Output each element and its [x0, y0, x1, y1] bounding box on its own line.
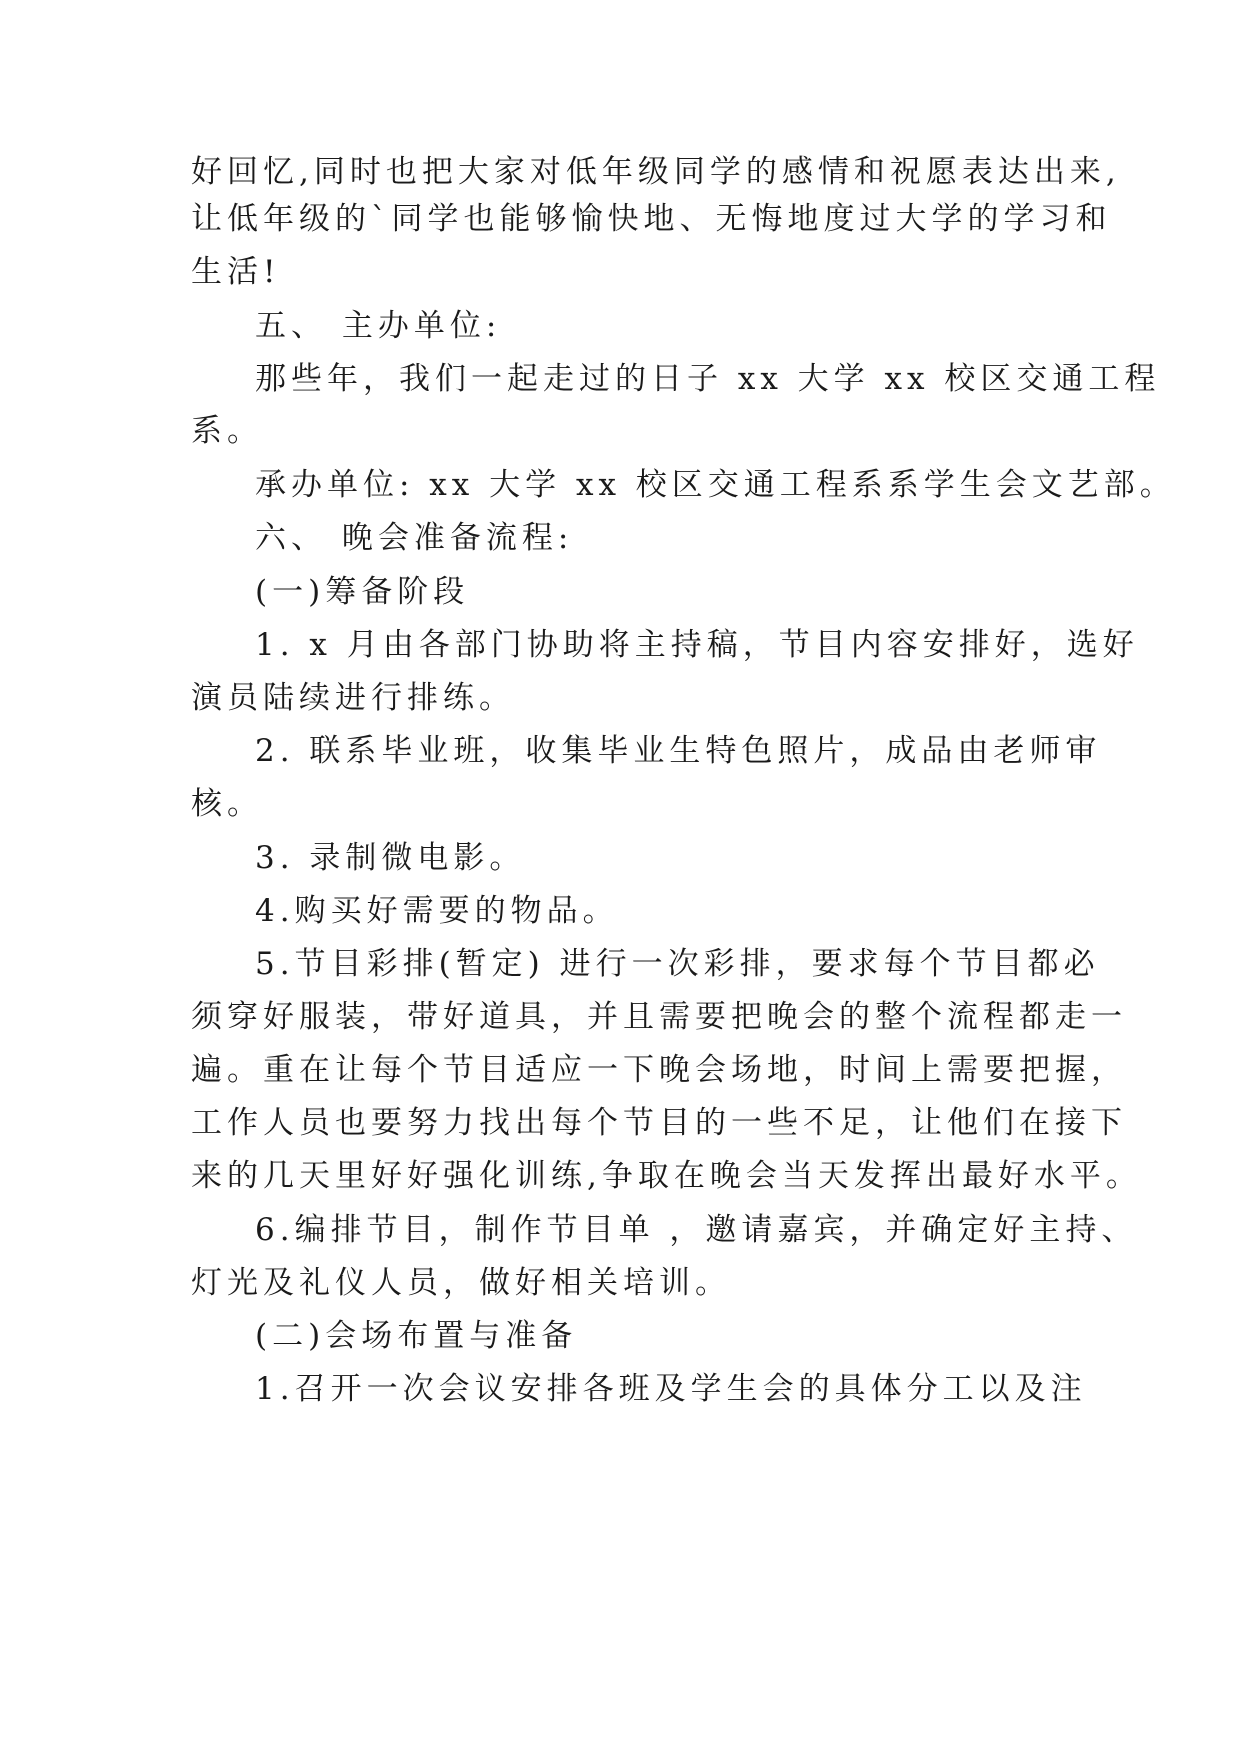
subsection-heading: (一)筹备阶段 — [255, 574, 470, 610]
list-item: 1. x 月由各部门协助将主持稿，节目内容安排好，选好 — [255, 627, 1139, 663]
text-line: 工作人员也要努力找出每个节目的一些不足，让他们在接下 — [191, 1105, 1127, 1141]
text-line: 承办单位: xx 大学 xx 校区交通工程系系学生会文艺部。 — [255, 467, 1176, 503]
text-line: 灯光及礼仪人员，做好相关培训。 — [191, 1265, 731, 1301]
section-heading: 五、 主办单位: — [255, 308, 502, 344]
section-heading: 六、 晚会准备流程: — [255, 520, 574, 556]
text-line: 那些年，我们一起走过的日子 xx 大学 xx 校区交通工程 — [255, 361, 1161, 397]
text-line: 须穿好服装，带好道具，并且需要把晚会的整个流程都走一 — [191, 999, 1127, 1035]
text-line: 来的几天里好好强化训练,争取在晚会当天发挥出最好水平。 — [191, 1158, 1142, 1194]
text-line: 演员陆续进行排练。 — [191, 680, 515, 716]
text-line: 生活! — [191, 254, 281, 290]
list-item: 3. 录制微电影。 — [255, 840, 526, 876]
list-item: 5.节目彩排(暂定) 进行一次彩排，要求每个节目都必 — [255, 946, 1100, 982]
text-line: 让低年级的`同学也能够愉快地、无悔地度过大学的学习和 — [191, 201, 1112, 237]
list-item: 4.购买好需要的物品。 — [255, 893, 619, 929]
list-item: 2. 联系毕业班，收集毕业生特色照片，成品由老师审 — [255, 733, 1102, 769]
list-item: 1.召开一次会议安排各班及学生会的具体分工以及注 — [255, 1371, 1087, 1407]
subsection-heading: (二)会场布置与准备 — [255, 1318, 578, 1354]
list-item: 6.编排节目，制作节目单 ，邀请嘉宾，并确定好主持、 — [255, 1212, 1138, 1248]
text-line: 遍。重在让每个节目适应一下晚会场地，时间上需要把握， — [191, 1052, 1127, 1088]
text-line: 核。 — [191, 786, 263, 822]
text-line: 好回忆,同时也把大家对低年级同学的感情和祝愿表达出来, — [191, 154, 1121, 190]
text-line: 系。 — [191, 413, 263, 449]
